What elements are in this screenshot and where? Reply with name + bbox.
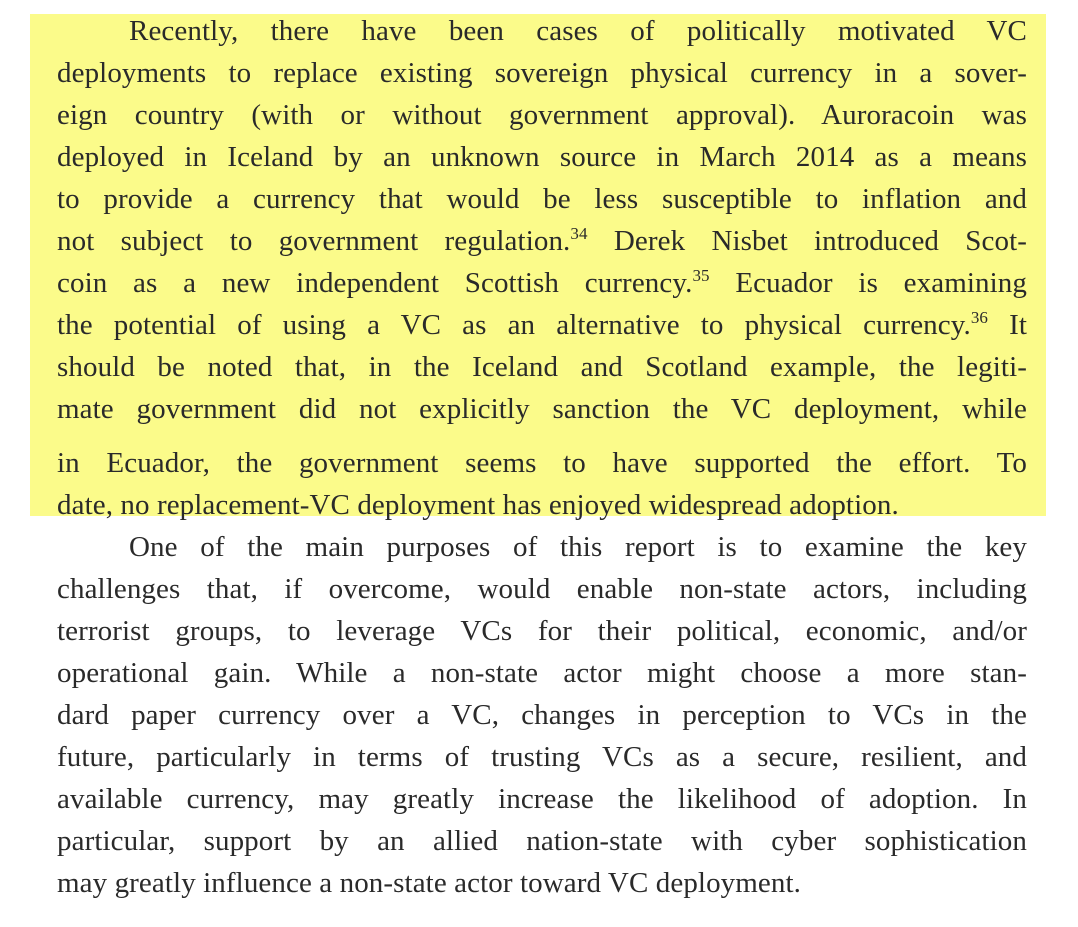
paragraph-1-line-2: deployments to replace existing sovereign physical currency in a sover- bbox=[57, 57, 1027, 89]
paragraph-2-line-9: may greatly influence a non-state actor toward VC deployment. bbox=[57, 867, 802, 899]
paragraph-1-line-6 bbox=[57, 220, 1027, 262]
line-7-tail: Ecuador is examining bbox=[709, 267, 1027, 299]
paragraph-1-line-5: to provide a currency that would be less susceptible to inflation and bbox=[57, 183, 1027, 215]
footnote-35: 35 bbox=[692, 266, 710, 285]
paragraph-2-line-7: available currency, may greatly increase the likelihood of adoption. In bbox=[57, 783, 1027, 815]
paragraph-1-line-7 bbox=[57, 262, 1027, 304]
paragraph-2-line-1: One of the main purposes of this report is to examine the key bbox=[129, 531, 1027, 563]
paragraph-1-line-1: Recently, there have been cases of politically motivated VC bbox=[129, 15, 1027, 47]
line-8-tail: It bbox=[988, 309, 1028, 341]
paragraph-2-line-3: terrorist groups, to leverage VCs for their political, economic, and/or bbox=[57, 615, 1027, 647]
line-8-text: the potential of using a VC as an alternative to physical currency. bbox=[57, 309, 971, 341]
paragraph-2-line-2: challenges that, if overcome, would enable non-state actors, including bbox=[57, 573, 1027, 605]
paragraph-1-line-4: deployed in Iceland by an unknown source in March 2014 as a means bbox=[57, 141, 1027, 173]
line-7-text: coin as a new independent Scottish currency. bbox=[57, 267, 693, 299]
paragraph-1-line-12: date, no replacement-VC deployment has enjoyed widespread adoption. bbox=[57, 489, 899, 521]
footnote-36: 36 bbox=[970, 308, 989, 327]
footnote-34: 34 bbox=[570, 224, 588, 243]
paragraph-1-line-11: in Ecuador, the government seems to have supported the effort. To bbox=[57, 447, 1027, 479]
paragraph-2-line-8: particular, support by an allied nation-state with cyber sophistication bbox=[57, 825, 1027, 857]
paragraph-1-line-8 bbox=[57, 304, 1027, 346]
paragraph-2-line-4: operational gain. While a non-state actor might choose a more stan- bbox=[57, 657, 1027, 689]
paragraph-1-line-3: eign country (with or without government approval). Auroracoin was bbox=[57, 99, 1027, 131]
paragraph-2-line-6: future, particularly in terms of trusting VCs as a secure, resilient, and bbox=[57, 741, 1027, 773]
paragraph-1-line-10: mate government did not explicitly sanction the VC deployment, while bbox=[57, 393, 1027, 425]
line-6-tail: Derek Nisbet introduced Scot- bbox=[587, 225, 1027, 257]
paragraph-2-line-5: dard paper currency over a VC, changes in perception to VCs in the bbox=[57, 699, 1027, 731]
document-text bbox=[57, 10, 1027, 904]
line-6-text: not subject to government regulation. bbox=[57, 225, 571, 257]
paragraph-1-line-9: should be noted that, in the Iceland and Scotland example, the legiti- bbox=[57, 351, 1027, 383]
